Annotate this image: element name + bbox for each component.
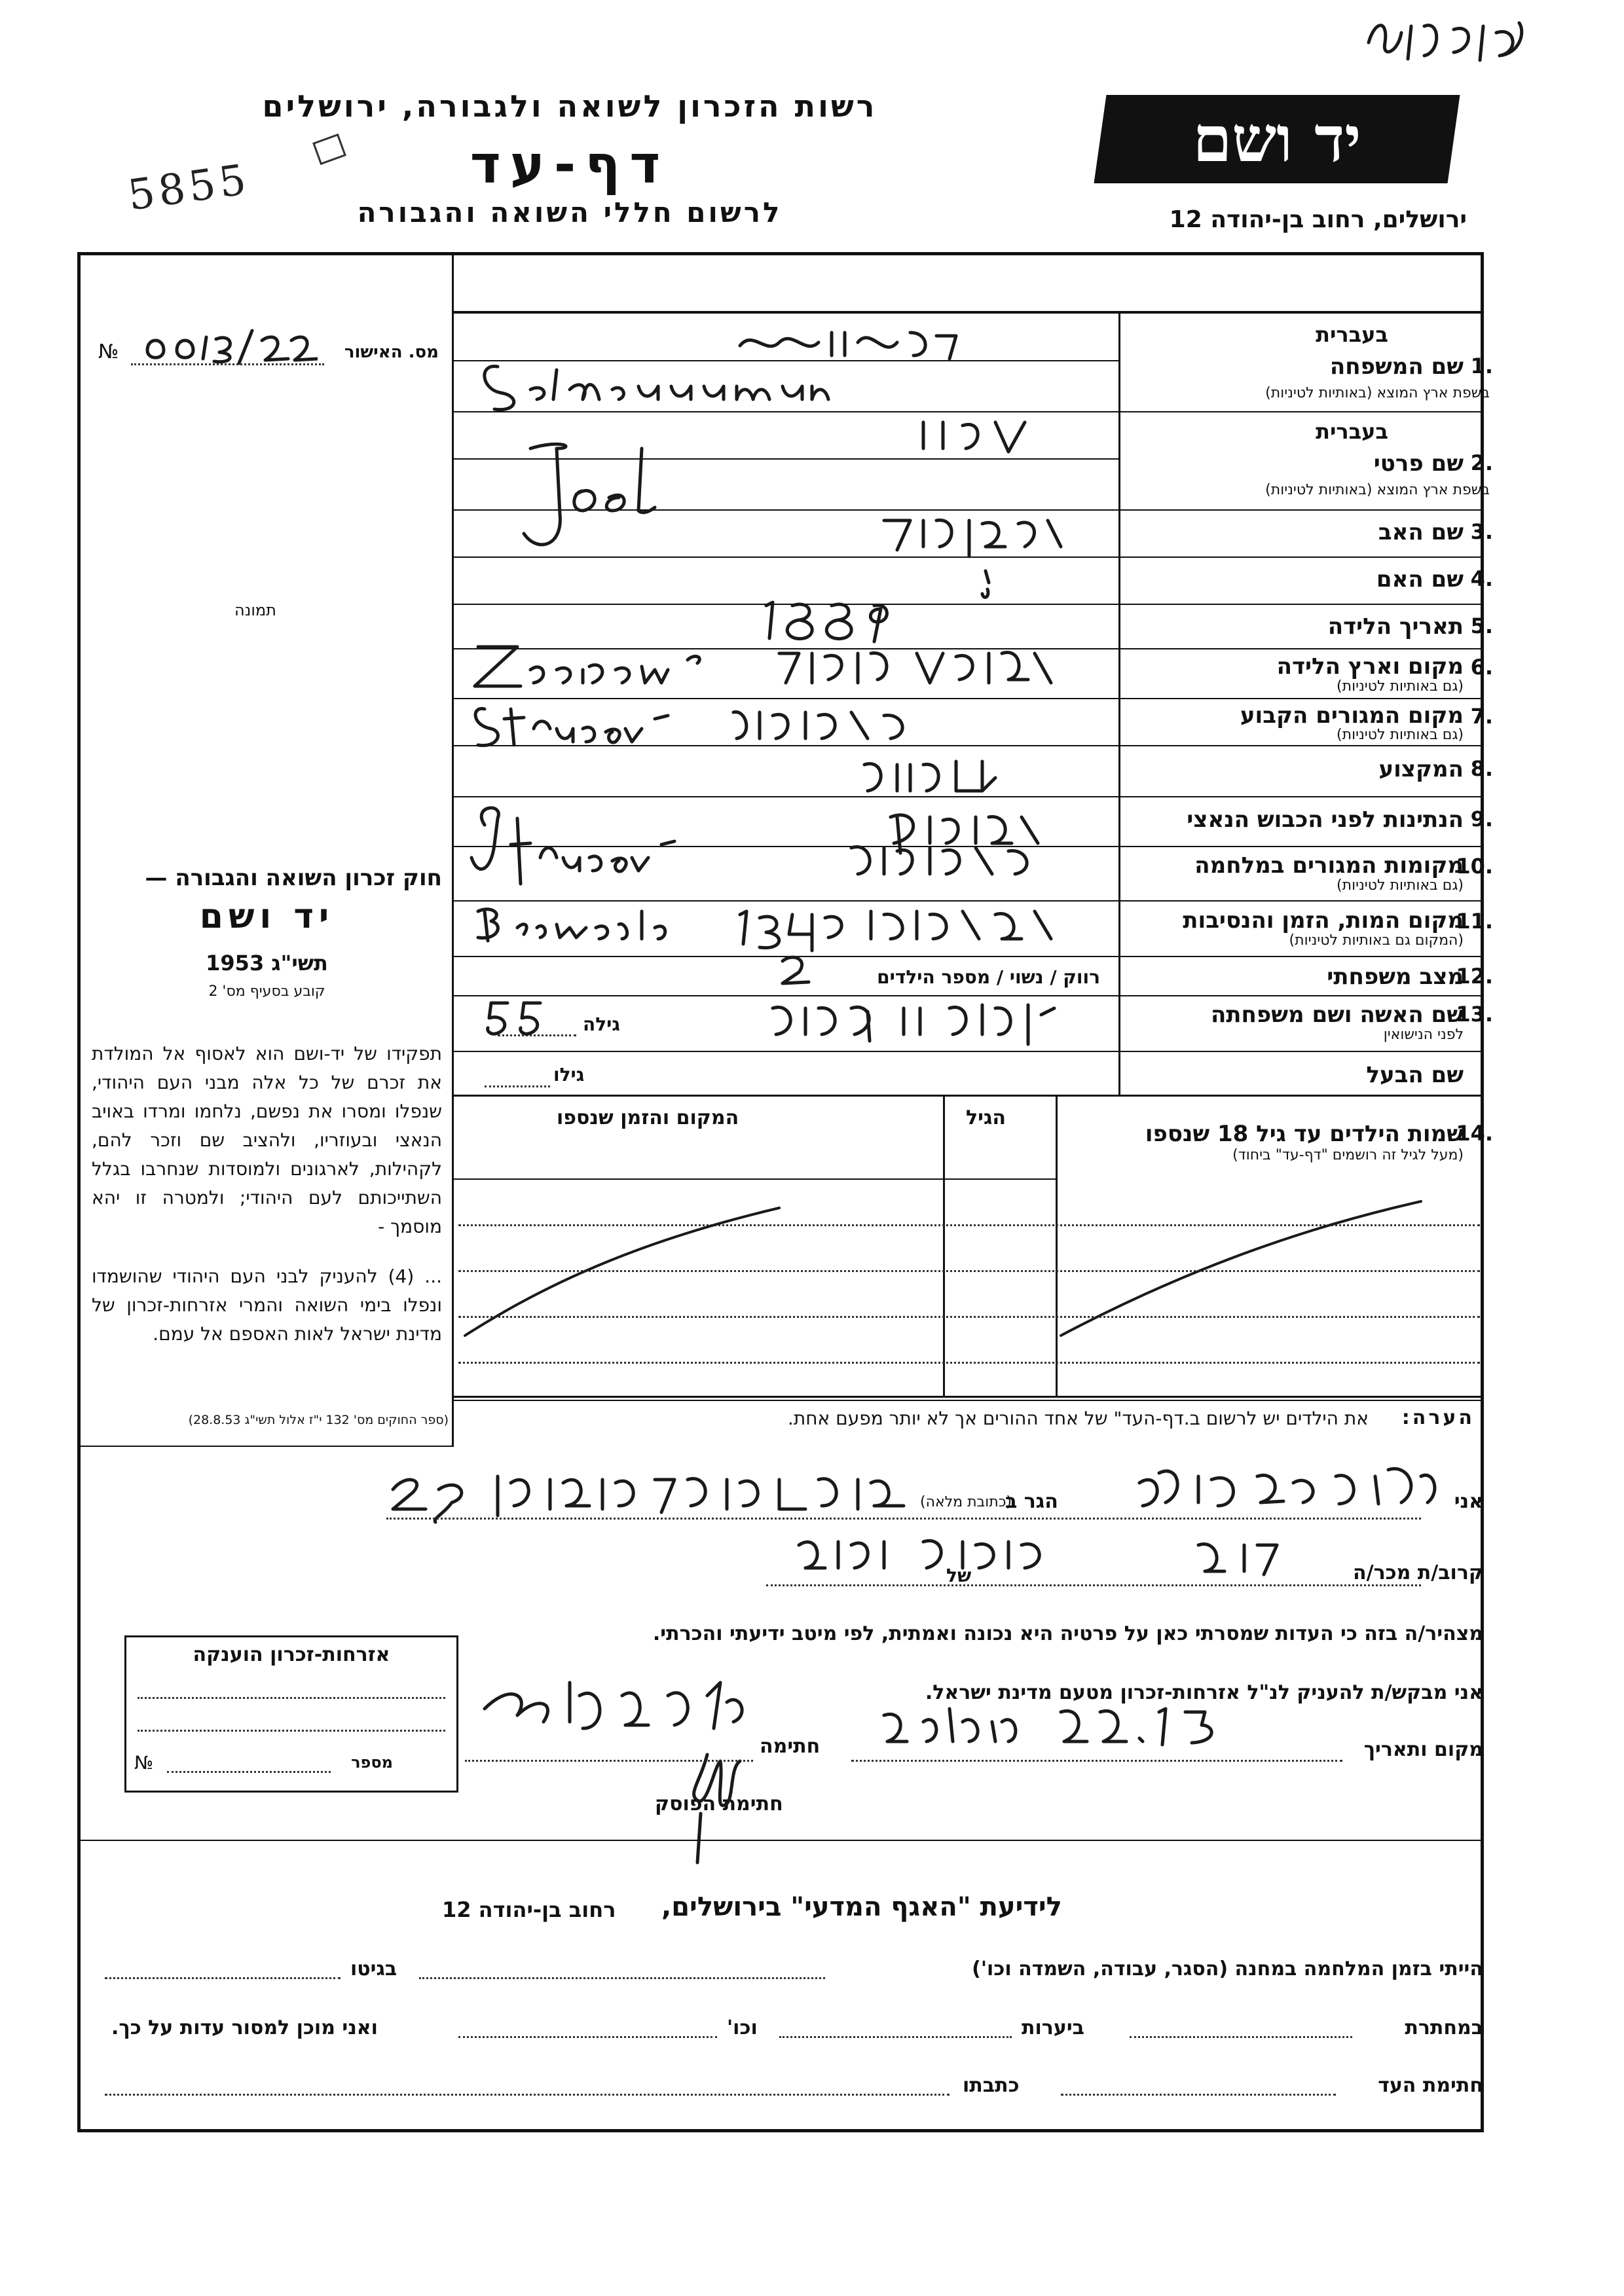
declarant-i-label: אני — [1454, 1490, 1483, 1513]
field-3-label: שם האב — [1378, 519, 1464, 545]
field-13-label: שם האשה ושם משפחתה — [1210, 1002, 1464, 1028]
divider-field-labels — [1118, 311, 1120, 1095]
children-num: 14. — [1456, 1121, 1493, 1146]
judge-signature-label: חתימת הפוסק — [655, 1793, 783, 1815]
footer-line2-dots-a — [1130, 2036, 1352, 2038]
field-4-label: שם האם — [1376, 566, 1464, 592]
place-date-dotline — [851, 1760, 1342, 1762]
field-5-label: תאריך הלידה — [1327, 613, 1464, 640]
field-4-num: 4. — [1470, 566, 1493, 591]
data-rule — [452, 604, 1484, 605]
field-8-num: 8. — [1470, 756, 1493, 781]
cert-no-label: מס. האישור — [344, 342, 439, 362]
citizenship-number-line — [167, 1771, 331, 1773]
footer-line2-dots-c — [458, 2036, 717, 2038]
handwriting-mother-name — [969, 564, 1008, 604]
field-7-note: (גם באותיות לטיניות) — [1337, 727, 1464, 743]
note-label: הערה: — [1401, 1406, 1475, 1429]
field-13-num: 13. — [1456, 1002, 1493, 1027]
footer-line1-dots-b — [105, 1977, 341, 1979]
handwriting-birthplace — [458, 634, 1067, 699]
footer-line2-c: וכו' — [727, 2016, 758, 2039]
form-subtitle: לרשום חללי השואה והגבורה — [357, 196, 783, 228]
data-rule — [452, 1095, 1484, 1097]
photo-label: תמונה — [234, 601, 276, 619]
cert-no-handwritten — [141, 321, 318, 367]
children-col-place: המקום והזמן שנספו — [557, 1106, 739, 1129]
address-dotline — [386, 1518, 1421, 1520]
footer-line3-dots-b — [105, 2094, 950, 2096]
authority-name: רשות הזכרון לשואה ולגבורה, ירושלים — [262, 88, 877, 124]
children-label: שמות הילדים עד גיל 18 שנספו — [1145, 1121, 1464, 1147]
footer-address: רחוב בן-יהודה 12 — [442, 1897, 616, 1922]
field-11-num: 11. — [1456, 909, 1493, 934]
children-row — [458, 1362, 1480, 1364]
footer-line3-dots-a — [1061, 2094, 1336, 2096]
place-date-label: מקום ותאריך — [1363, 1738, 1483, 1761]
footer-line2-d: ואני מוכן למסור עדות על כך. — [111, 2016, 378, 2039]
corner-handwritten-number — [1362, 13, 1539, 65]
declaration-text: מצהיר/ה בזה כי העדות שמסרתי כאן על פרטיה היא נכונה ואמתית, לפי מיטב ידיעתי והכרתי. — [652, 1622, 1483, 1645]
stamp-mark — [312, 134, 346, 165]
footer-line3-a: חתימת העד — [1378, 2074, 1483, 2097]
logo-text: יד ושם — [1192, 102, 1361, 176]
footer-line3-b: כתבתו — [963, 2074, 1020, 2097]
handwriting-wife-name — [760, 995, 1061, 1051]
handwriting-father-name — [871, 511, 1067, 563]
relative-label: קרוב/ת מכר/ה — [1353, 1561, 1483, 1584]
age-label-2: גילו — [553, 1064, 585, 1085]
header-address: ירושלים, רחוב בן-יהודה 12 — [1169, 206, 1467, 233]
yad-vashem-logo — [1094, 95, 1460, 183]
citizenship-box-line — [138, 1730, 445, 1732]
field-10-note: (גם באותיות לטיניות) — [1337, 877, 1464, 894]
children-bottom-rule — [452, 1396, 1484, 1398]
footer-line1-b: בגיטו — [350, 1958, 397, 1980]
children-header-rule — [452, 1178, 1056, 1180]
footer-line1-dots-a — [419, 1977, 825, 1979]
handwriting-firstname-hebrew — [910, 412, 1041, 458]
age-label: גילה — [583, 1013, 620, 1035]
place-date-handwriting — [871, 1696, 1342, 1768]
handwriting-death-place — [458, 898, 1067, 957]
field-8-label: המקצוע — [1378, 756, 1464, 782]
law-year: תשי"ג 1953 — [206, 951, 328, 975]
field-9-label: הנתינות לפני הכבוש הנאצי — [1187, 807, 1464, 833]
field-11-note: (המקום גם באותיות לטיניות) — [1289, 932, 1464, 949]
law-text-1: תפקידו של יד-ושם הוא לאסוף אל המולדת את זכרם של כל אלה מבני העם היהודי, שנפלו ומסרו את נפשם, נלחמו ומרדו באויב הנאצי ובעוזריו, ולהציב שם וזכר להם, לקהילות, לארגונים ולמוסדות שנחרבו בגלל השתייכותם לעם היהודי; ולמטרה זו יהא מוסמך - — [92, 1043, 442, 1237]
footer-line2-dots-b — [779, 2036, 1012, 2038]
footer-line2-b: ביערות — [1022, 2016, 1084, 2039]
field-12-label: מצב משפחתי — [1327, 964, 1464, 990]
handwriting-surname-latin — [471, 357, 838, 416]
signature-label: חתימה — [760, 1735, 821, 1758]
judge-signature — [661, 1741, 766, 1872]
resides-label: הגר ב — [1005, 1490, 1058, 1513]
field-7-num: 7. — [1470, 704, 1493, 729]
relative-dotline — [766, 1584, 1421, 1586]
law-source-rule — [77, 1446, 454, 1447]
footer-line2-a: במחתרת — [1405, 2016, 1483, 2039]
divider-left-column — [452, 255, 454, 1446]
field-5-num: 5. — [1470, 613, 1493, 638]
husband-label: שם הבעל — [1366, 1062, 1464, 1088]
footer-top-rule — [77, 1840, 1484, 1841]
footer-title: לידיעת "האגף המדעי" בירושלים, — [661, 1892, 1062, 1922]
children-strike-right — [1054, 1192, 1428, 1342]
field-2-label: שם פרטי — [1373, 450, 1464, 477]
field-1-note: בשפת ארץ המוצא (באותיות לטיניות) — [1265, 385, 1490, 401]
note-text: את הילדים יש לרשום ב.דף-העד" של אחד ההורים אך לא יותר מפעם אחת. — [787, 1408, 1369, 1429]
field-3-num: 3. — [1470, 519, 1493, 544]
citizenship-box-title: אזרחות-זכרון הוענקה — [193, 1643, 390, 1666]
handwriting-firstname-latin — [504, 435, 674, 566]
handwriting-wartime-residence — [458, 792, 1041, 897]
citizenship-box-number-label: מספר — [351, 1753, 393, 1772]
declarant-signature — [471, 1656, 760, 1755]
field-2-num: 2. — [1470, 450, 1493, 475]
age2-dotline — [485, 1085, 550, 1087]
footer-line1-a: הייתי בזמן המלחמה במחנה (הסגר, עבודה, השמדה וכו') — [972, 1958, 1483, 1980]
handwriting-residence — [458, 699, 1067, 755]
children-col-age: הגיל — [966, 1106, 1006, 1129]
law-text-2: ... (4) להעניק לבני העם היהודי שהושמדו ונפלו בימי השואה והמרי אזרחות-זכרון של מדינת ישראל לאות האספם אל עמם. — [92, 1266, 443, 1345]
citizenship-box-line — [138, 1697, 445, 1699]
of-label: של — [946, 1565, 972, 1586]
field-9-num: 9. — [1470, 807, 1493, 831]
field-13-note: לפני הנישואין — [1383, 1027, 1464, 1043]
field-6-note: (גם באותיות לטיניות) — [1337, 678, 1464, 695]
children-note: (מעל לגיל זה רושמים "דף-עד" ביחוד) — [1232, 1147, 1464, 1163]
relative-of-handwriting — [786, 1525, 1061, 1581]
stamp-number: 5855 — [124, 155, 253, 221]
field-6-label: מקום וארץ הלידה — [1276, 653, 1464, 680]
relation-handwriting — [1185, 1532, 1297, 1584]
in-hebrew-1: בעברית — [1316, 322, 1388, 347]
field-12-num: 12. — [1456, 964, 1493, 989]
citizenship-box-symbol: № — [134, 1752, 154, 1774]
field-10-num: 10. — [1456, 854, 1493, 879]
children-bottom-rule-2 — [452, 1400, 1484, 1401]
field-2-note: בשפת ארץ המוצא (באותיות לטיניות) — [1265, 482, 1490, 498]
handwriting-age — [481, 995, 553, 1041]
field-10-label: מקומות המגורים במלחמה — [1194, 852, 1464, 879]
declarant-name-handwriting — [1126, 1457, 1447, 1522]
field-7-label: מקום המגורים הקבוע — [1240, 702, 1464, 729]
children-strike-left — [458, 1198, 786, 1342]
handwriting-children-count — [773, 949, 819, 989]
cert-no-symbol: № — [98, 340, 119, 363]
full-address-label: (כתובת מלאה) — [920, 1494, 1012, 1510]
law-clause: קובע בסעיף מס' 2 — [208, 983, 325, 1000]
field-11-label: מקום המות, הזמן והנסיבות — [1183, 907, 1464, 934]
cert-no-underline — [131, 363, 324, 365]
form-title: דף-עד — [470, 134, 670, 195]
field-1-num: 1. — [1470, 354, 1493, 378]
row-1-2-sep — [1118, 411, 1482, 412]
field-1-label: שם המשפחה — [1329, 354, 1464, 380]
top-thick-line — [452, 311, 1484, 314]
request-text: אני מבקש/ת להעניק לנ"ל אזרחות-זכרון מטעם מדינת ישראל. — [925, 1681, 1483, 1704]
field-6-num: 6. — [1470, 655, 1493, 680]
law-title: חוק זכרון השואה והגבורה — — [145, 865, 442, 891]
data-rule — [452, 1051, 1484, 1052]
children-divider-mid — [943, 1095, 945, 1396]
law-source: (ספר החוקים מס' 132 י"ז אלול תשי"ג 28.8.53) — [188, 1413, 449, 1427]
in-hebrew-2: בעברית — [1316, 419, 1388, 444]
law-name: יד ושם — [199, 897, 335, 936]
field-12-extra: רווק / נשוי / מספר הילדים — [877, 966, 1100, 988]
